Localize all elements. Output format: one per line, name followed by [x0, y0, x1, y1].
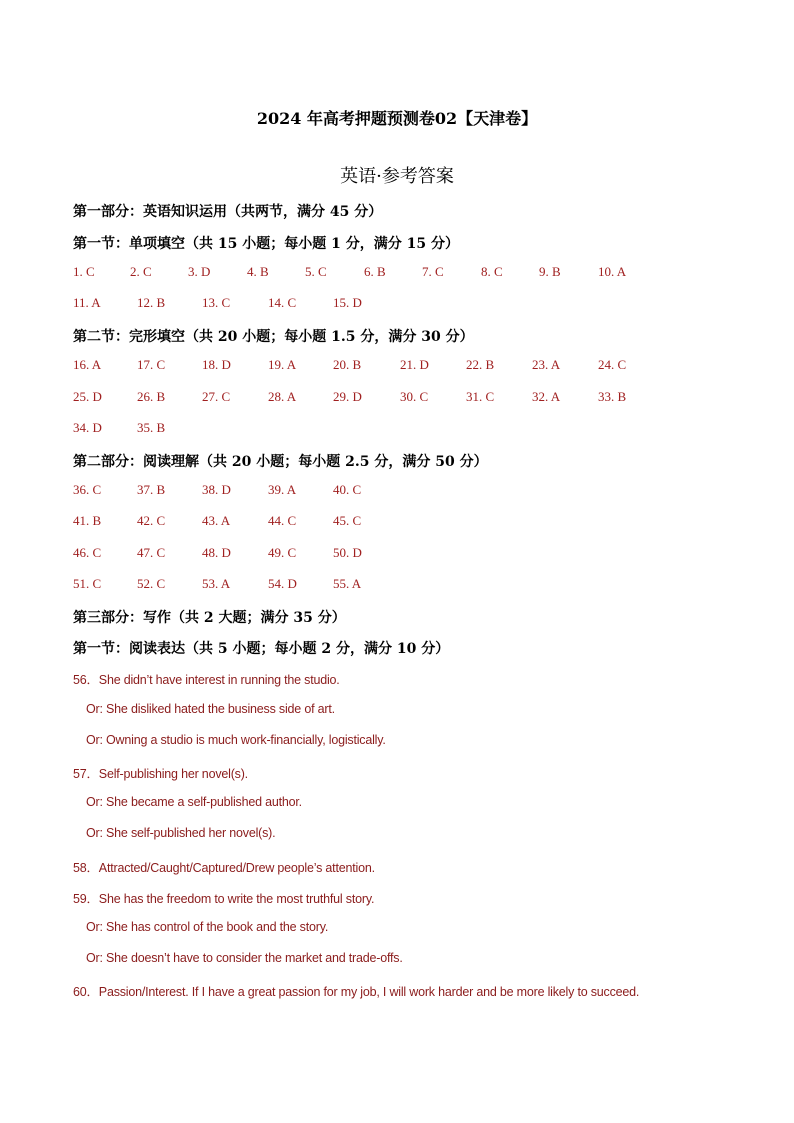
- answer-item: 53. A: [202, 576, 231, 591]
- answer-item: 11. A: [73, 295, 101, 310]
- answer-item: 42. C: [137, 513, 166, 528]
- answer-56-alt: Or: Owning a studio is much work-financially, logistically.: [86, 733, 386, 747]
- answer-57-alt: Or: She self-published her novel(s).: [86, 826, 276, 840]
- answer-56: 56．She didn’t have interest in running the studio.: [73, 673, 340, 687]
- answer-item: 26. B: [137, 389, 166, 404]
- answer-item: 21. D: [400, 357, 429, 372]
- answer-59: 59．She has the freedom to write the most truthful story.: [73, 892, 375, 906]
- answer-item: 8. C: [481, 264, 503, 279]
- answer-item: 33. B: [598, 389, 627, 404]
- answer-item: 29. D: [333, 389, 362, 404]
- answer-item: 19. A: [268, 357, 297, 372]
- answer-item: 9. B: [539, 264, 561, 279]
- answer-item: 28. A: [268, 389, 297, 404]
- answer-item: 18. D: [202, 357, 231, 372]
- part1-section1-heading: 第一节：单项填空（共 15 小题；每小题 1 分，满分 15 分）: [73, 236, 459, 252]
- answer-item: 44. C: [268, 513, 297, 528]
- part1-heading: 第一部分：英语知识运用（共两节，满分 45 分）: [73, 204, 383, 220]
- answer-item: 43. A: [202, 513, 231, 528]
- answer-60: 60．Passion/Interest. If I have a great passion for my job, I will work harder and be more likely to succeed.: [73, 985, 640, 999]
- answer-item: 7. C: [422, 264, 444, 279]
- answer-item: 2. C: [130, 264, 152, 279]
- answer-item: 15. D: [333, 295, 362, 310]
- document-title: 2024 年高考押题预测卷02【天津卷】: [256, 109, 538, 128]
- answer-57-alt: Or: She became a self-published author.: [86, 795, 302, 809]
- answer-item: 46. C: [73, 545, 102, 560]
- answer-item: 10. A: [598, 264, 627, 279]
- answer-item: 31. C: [466, 389, 495, 404]
- answer-item: 24. C: [598, 357, 627, 372]
- answer-58: 58．Attracted/Caught/Captured/Drew people’s attention.: [73, 861, 375, 875]
- answer-item: 47. C: [137, 545, 166, 560]
- answer-item: 39. A: [268, 482, 297, 497]
- answer-item: 13. C: [202, 295, 231, 310]
- answer-item: 40. C: [333, 482, 362, 497]
- answer-item: 25. D: [73, 389, 102, 404]
- answer-item: 14. C: [268, 295, 297, 310]
- part2-heading: 第二部分：阅读理解（共 20 小题；每小题 2.5 分，满分 50 分）: [73, 454, 488, 470]
- answer-item: 1. C: [73, 264, 95, 279]
- answer-item: 22. B: [466, 357, 495, 372]
- answer-item: 45. C: [333, 513, 362, 528]
- answer-56-alt: Or: She disliked hated the business side of art.: [86, 702, 335, 716]
- answer-59-alt: Or: She doesn’t have to consider the market and trade-offs.: [86, 951, 403, 965]
- answer-item: 54. D: [268, 576, 297, 591]
- answer-item: 55. A: [333, 576, 362, 591]
- answer-item: 35. B: [137, 420, 166, 435]
- answer-item: 50. D: [333, 545, 362, 560]
- document-subtitle: 英语·参考答案: [340, 166, 454, 187]
- answer-item: 5. C: [305, 264, 327, 279]
- answer-item: 20. B: [333, 357, 362, 372]
- part3-heading: 第三部分：写作（共 2 大题；满分 35 分）: [73, 610, 346, 626]
- answer-57: 57．Self-publishing her novel(s).: [73, 767, 248, 781]
- answer-item: 41. B: [73, 513, 102, 528]
- answer-item: 23. A: [532, 357, 561, 372]
- answer-item: 12. B: [137, 295, 166, 310]
- answer-item: 3. D: [188, 264, 211, 279]
- answer-item: 6. B: [364, 264, 386, 279]
- answer-59-alt: Or: She has control of the book and the story.: [86, 920, 329, 934]
- answer-item: 4. B: [247, 264, 269, 279]
- answer-item: 52. C: [137, 576, 166, 591]
- answer-item: 36. C: [73, 482, 102, 497]
- part1-section2-heading: 第二节：完形填空（共 20 小题；每小题 1.5 分，满分 30 分）: [73, 329, 474, 345]
- answer-item: 30. C: [400, 389, 429, 404]
- answer-item: 34. D: [73, 420, 102, 435]
- answer-item: 49. C: [268, 545, 297, 560]
- answer-item: 48. D: [202, 545, 231, 560]
- answer-item: 27. C: [202, 389, 231, 404]
- answer-item: 17. C: [137, 357, 166, 372]
- answer-item: 51. C: [73, 576, 102, 591]
- answer-item: 37. B: [137, 482, 166, 497]
- answer-item: 16. A: [73, 357, 102, 372]
- answer-item: 38. D: [202, 482, 231, 497]
- part3-section1-heading: 第一节：阅读表达（共 5 小题；每小题 2 分，满分 10 分）: [73, 641, 450, 657]
- answer-item: 32. A: [532, 389, 561, 404]
